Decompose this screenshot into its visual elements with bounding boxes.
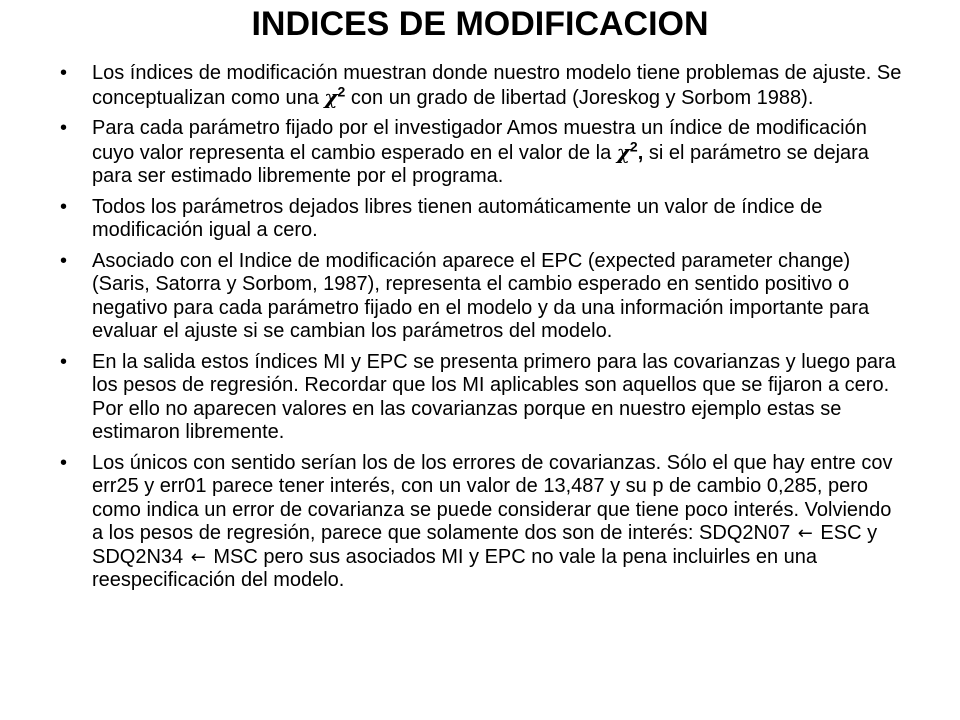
bullet-6-text-a: Los únicos con sentido serían los de los errores de covarianzas. Sólo el que hay entre cov err25 y err01 parece tener interés, con un valor de 13,487 y su p de cambio 0,285, pero como indica un error de covarianza se puede considerar que tiene poco interés. Volviendo a los pesos de regresión, parece que solamente dos son de interés: SDQ2N07 [92, 451, 893, 544]
bullet-6-text-b: ESC y SDQ2N34 [92, 522, 878, 568]
chi-symbol: χ [324, 84, 338, 109]
left-arrow-icon: ← [190, 546, 206, 568]
left-arrow-icon: ← [797, 523, 813, 544]
bullet-3-text: Todos los parámetros dejados libres tienen automáticamente un valor de índice de modificación igual a cero. [92, 195, 823, 241]
chi-symbol: χ [616, 139, 630, 164]
bullet-item-5 [60, 351, 908, 445]
bullet-1-text-a: Los índices de modificación muestran donde nuestro modelo tiene problemas de ajuste. Se conceptualizan como una [92, 62, 902, 109]
bullet-dot-icon: • [60, 249, 68, 272]
slide-title: INDICES DE MODIFICACION [251, 5, 709, 43]
bullet-item-4 [60, 250, 908, 344]
bullet-1-text-b: con un grado de libertad (Joreskog y Sorbom 1988). [345, 86, 814, 109]
chi-superscript: 2 [337, 82, 346, 99]
bullet-dot-icon: • [60, 62, 68, 84]
bullet-dot-icon: • [60, 117, 68, 139]
bullet-6-text-c: MSC pero sus asociados MI y EPC no vale la pena incluirles en una reespecificación del modelo. [92, 545, 818, 591]
bullet-4-text: Asociado con el Indice de modificación aparece el EPC (expected parameter change) (Saris, Satorra y Sorbom, 1987), representa el cambio esperado en sentido positivo o negativo para cada parámetro fijado en el modelo y da una información importante para evaluar el ajuste si se cambian los parámetros del modelo. [92, 249, 870, 342]
bullet-item-6 [60, 452, 908, 593]
bullet-dot-icon: • [60, 451, 68, 474]
bullet-item-2 [60, 117, 908, 189]
bullet-2-text-a: Para cada parámetro fijado por el investigador Amos muestra un índice de modificación cuyo valor representa el cambio esperado en el valor de la [92, 117, 867, 164]
bullet-dot-icon: • [60, 350, 68, 373]
bullet-5-text: En la salida estos índices MI y EPC se presenta primero para las covarianzas y luego para los pesos de regresión. Recordar que los MI aplicables son aquellos que se fijaron a cero. Por ello no aparecen valores en las covarianzas porque en nuestro ejemplo estas se estimaron libremente. [92, 350, 896, 443]
bullet-item-1 [60, 62, 908, 110]
bullet-list [60, 62, 908, 600]
bullet-item-3 [60, 196, 908, 243]
bullet-dot-icon: • [60, 195, 68, 218]
bullet-2-text-b: si el parámetro se dejara para ser estimado libremente por el programa. [92, 141, 869, 187]
bullet-2-comma: , [637, 141, 644, 164]
chi-superscript: 2 [629, 137, 638, 154]
